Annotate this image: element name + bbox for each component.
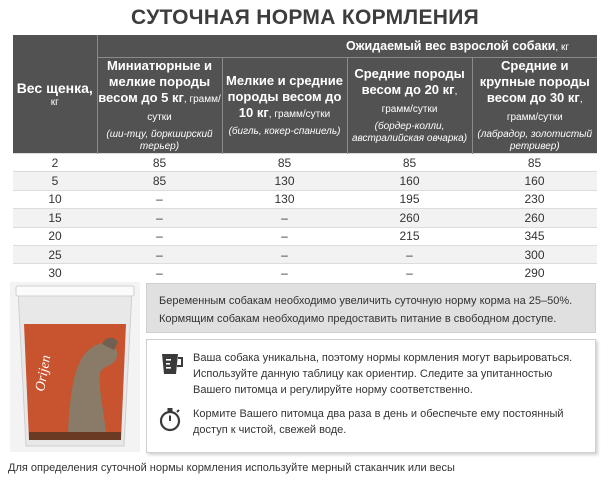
table-cell: 10 <box>13 190 97 208</box>
column-unit: , грамм/сутки <box>506 94 583 123</box>
column-unit: , грамм/сутки <box>381 86 458 115</box>
table-cell: 30 <box>13 264 97 282</box>
table-cell: – <box>347 245 472 263</box>
table-cell: – <box>97 209 222 227</box>
table-cell: 85 <box>222 154 347 172</box>
column-note: (бордер-колли, австралийская овчарка) <box>351 121 468 144</box>
column-note: (ши-тцу, йоркширский терьер) <box>106 129 213 152</box>
table-cell: 85 <box>97 154 222 172</box>
table-cell: 85 <box>347 154 472 172</box>
table-cell: 130 <box>222 190 347 208</box>
table-cell: 345 <box>472 227 597 245</box>
table-row <box>13 209 597 227</box>
age-header-label: Вес щенка, <box>16 80 93 96</box>
column-header-mini <box>97 58 222 154</box>
table-cell: 130 <box>222 172 347 190</box>
table-cell: – <box>97 264 222 282</box>
tips-panel <box>146 339 596 453</box>
tip-text: Ваша собака уникальна, поэтому нормы кормления могут варьироваться. Используйте данную таблицу как ориентир. Следите за упитанностью Вашего питомца и регулируйте норму соответственно. <box>193 352 573 396</box>
expected-weight-unit: , кг <box>555 42 570 53</box>
column-header-medium-large <box>472 58 597 154</box>
food-jar-image <box>10 282 140 452</box>
feeding-table <box>13 35 597 282</box>
jar-brand-label: Orijen <box>33 354 55 393</box>
column-unit: , грамм/сутки <box>147 94 221 123</box>
stopwatch-icon <box>157 406 183 432</box>
column-unit: , грамм/сутки <box>268 109 331 120</box>
table-cell: 2 <box>13 154 97 172</box>
table-cell: 20 <box>13 227 97 245</box>
table-cell: 15 <box>13 209 97 227</box>
info-line: Беременным собакам необходимо увеличить суточную норму корма на 25–50%. <box>159 295 573 307</box>
table-row <box>13 190 597 208</box>
column-title: Миниатюрные и мелкие породы весом до 5 кг <box>98 58 213 105</box>
table-cell: – <box>97 190 222 208</box>
column-header-medium <box>347 58 472 154</box>
table-cell: 25 <box>13 245 97 263</box>
column-note: (лабрадор, золотистый ретривер) <box>477 129 593 152</box>
column-note: (бигль, кокер-спаниель) <box>228 126 341 137</box>
table-cell: 230 <box>472 190 597 208</box>
pregnancy-info-panel <box>146 283 596 333</box>
column-header-small-medium <box>222 58 347 154</box>
age-header <box>13 35 97 154</box>
table-cell: – <box>222 227 347 245</box>
table-cell: 160 <box>347 172 472 190</box>
tip-item <box>157 406 583 438</box>
table-row <box>13 264 597 282</box>
expected-weight-header <box>97 35 597 58</box>
tip-item <box>157 350 583 398</box>
table-cell: 260 <box>472 209 597 227</box>
page-title: СУТОЧНАЯ НОРМА КОРМЛЕНИЯ <box>131 6 479 29</box>
table-cell: – <box>222 245 347 263</box>
table-cell: 300 <box>472 245 597 263</box>
table-cell: 85 <box>472 154 597 172</box>
table-cell: 160 <box>472 172 597 190</box>
table-row <box>13 154 597 172</box>
expected-weight-label: Ожидаемый вес взрослой собаки <box>345 39 556 53</box>
table-cell: – <box>222 209 347 227</box>
table-cell: 290 <box>472 264 597 282</box>
table-row <box>13 227 597 245</box>
age-header-unit: кг <box>50 97 59 108</box>
table-cell: 195 <box>347 190 472 208</box>
table-cell: 85 <box>97 172 222 190</box>
table-cell: – <box>347 264 472 282</box>
table-cell: 215 <box>347 227 472 245</box>
column-title: Мелкие и средние породы весом до 10 кг <box>226 73 343 120</box>
footer-note: Для определения суточной нормы кормления используйте мерный стаканчик или весы <box>8 462 455 474</box>
measuring-cup-icon <box>157 350 183 376</box>
table-cell: – <box>97 227 222 245</box>
table-cell: – <box>97 245 222 263</box>
table-row <box>13 245 597 263</box>
table-cell: 260 <box>347 209 472 227</box>
table-cell: – <box>222 264 347 282</box>
column-title: Средние и крупные породы весом до 30 кг <box>479 58 590 105</box>
column-title: Средние породы весом до 20 кг <box>354 66 465 97</box>
tip-text: Кормите Вашего питомца два раза в день и обеспечьте ему постоянный доступ к чистой, свежей воде. <box>193 408 564 436</box>
table-row <box>13 172 597 190</box>
info-line: Кормящим собакам необходимо предоставить питание в свободном доступе. <box>159 313 557 325</box>
table-cell: 5 <box>13 172 97 190</box>
